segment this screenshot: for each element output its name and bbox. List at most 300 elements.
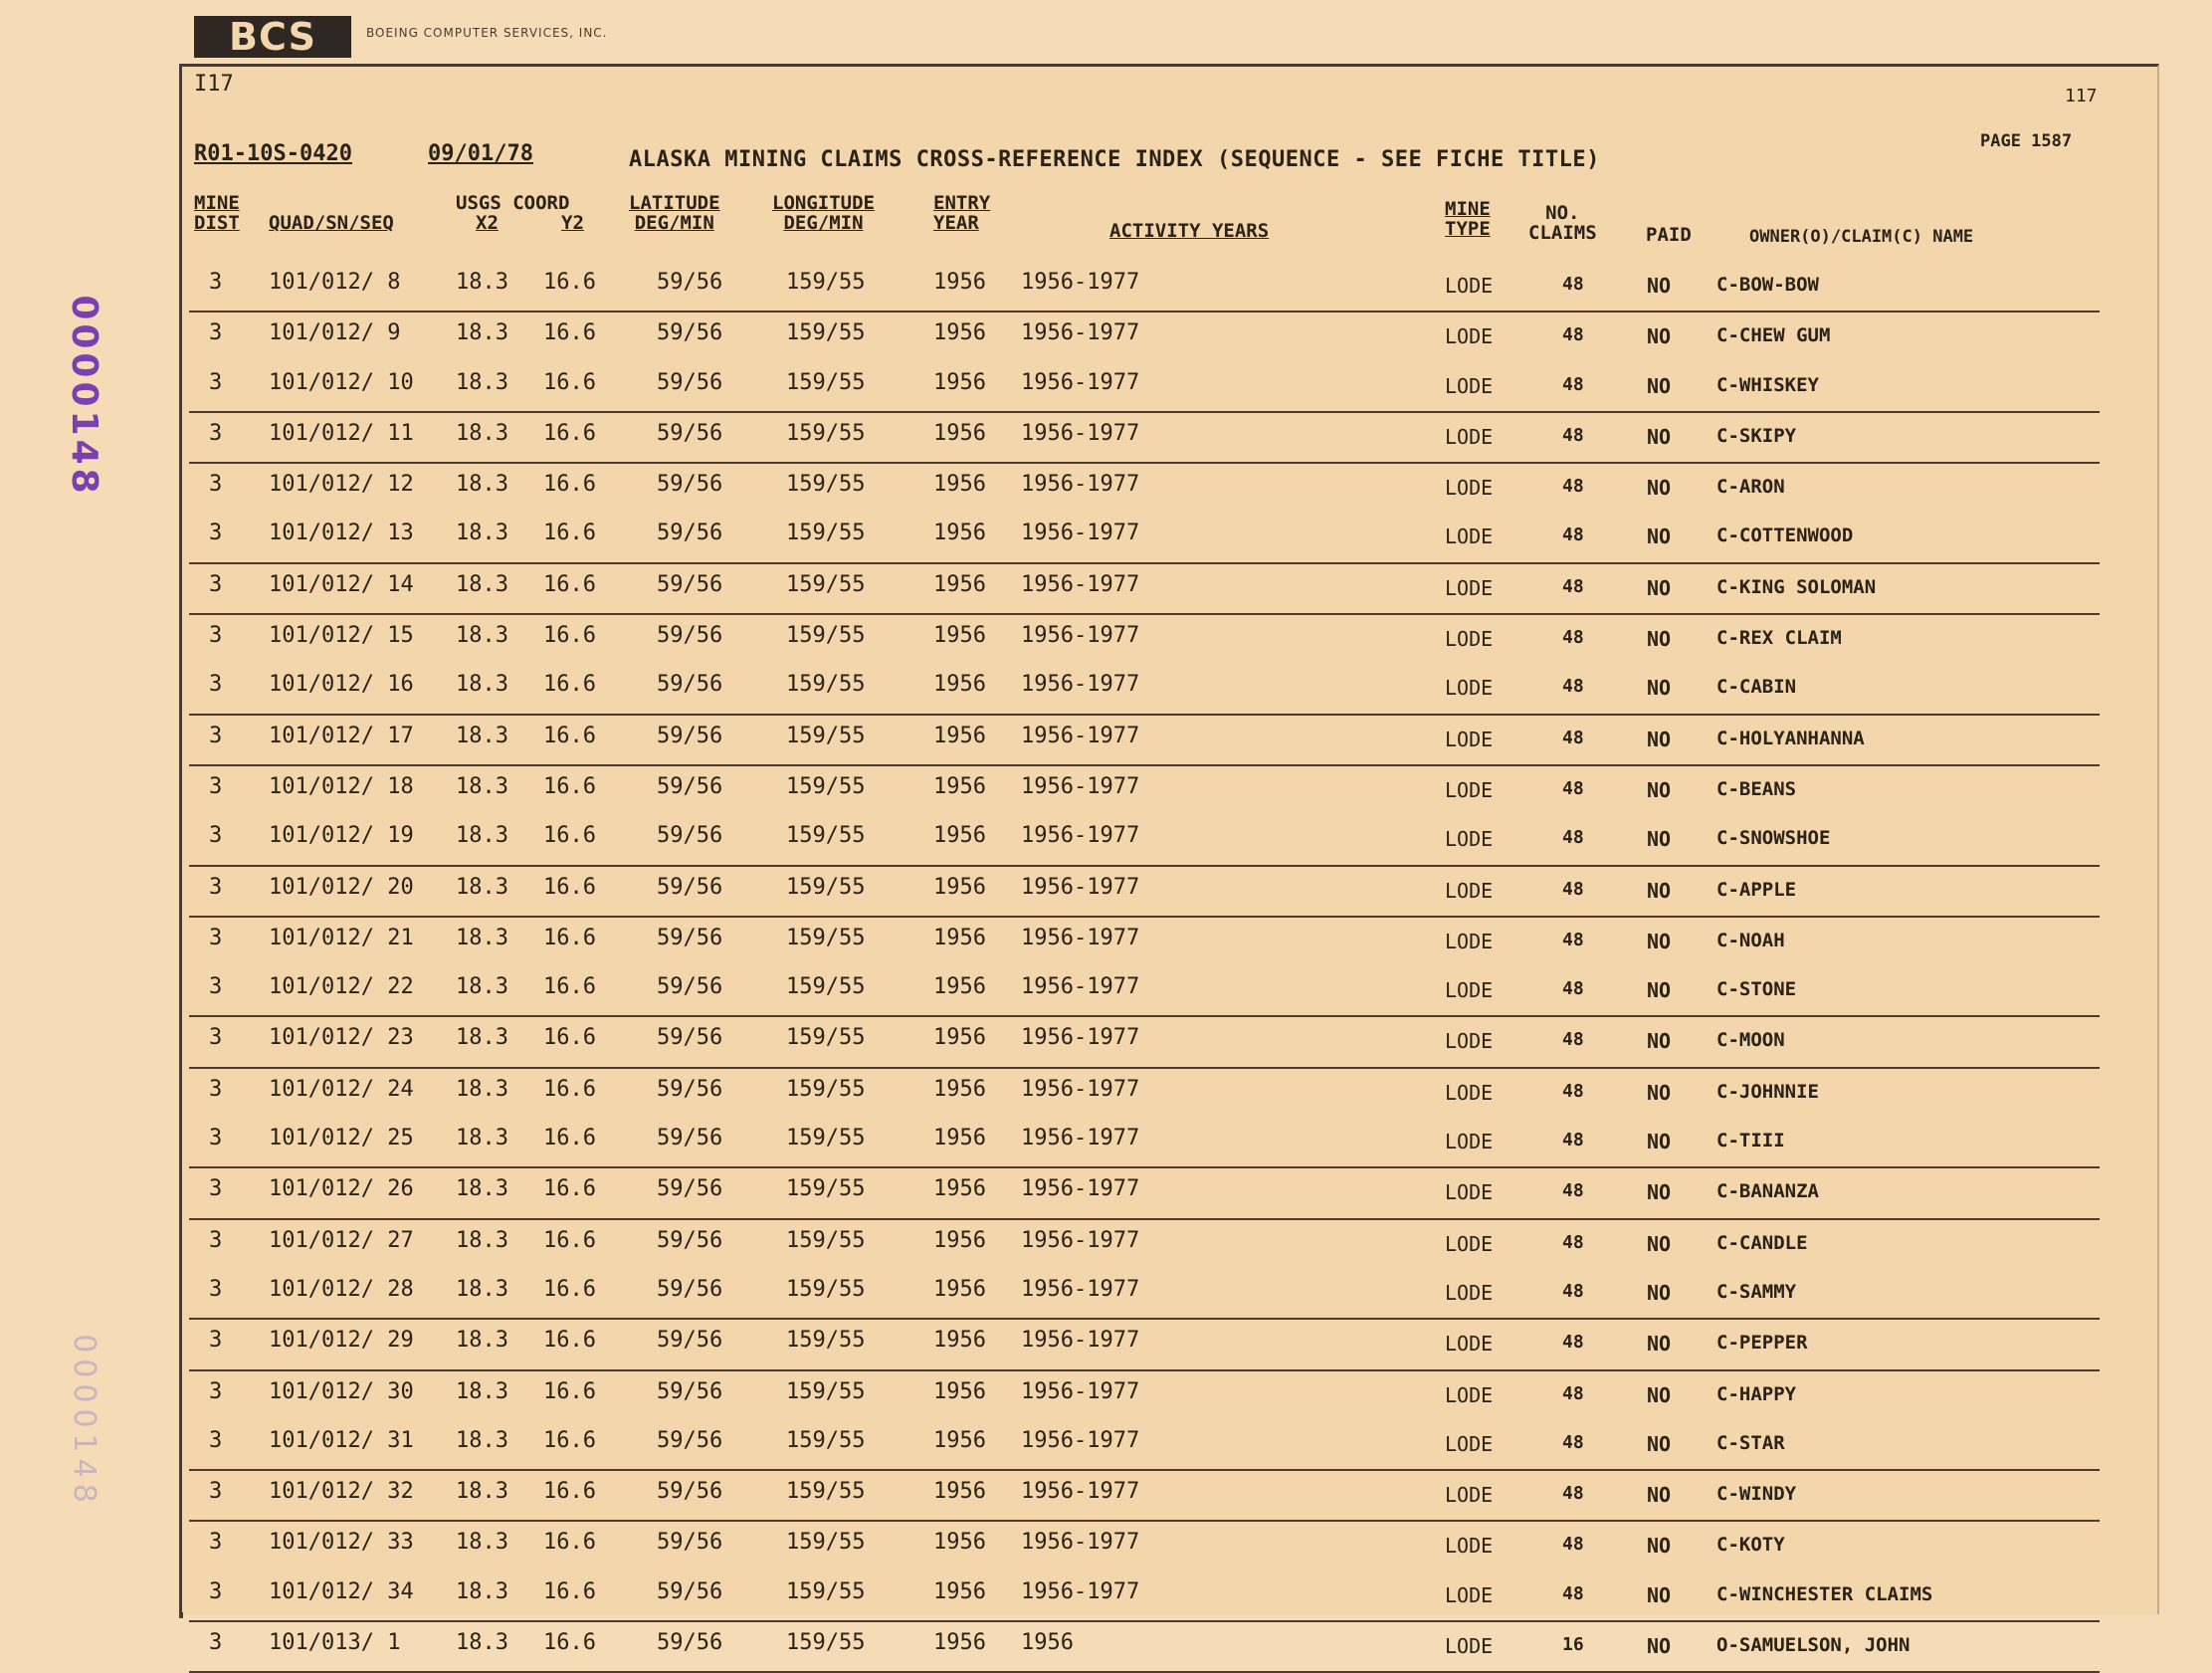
cell-no-claims: 48 bbox=[1562, 324, 1584, 346]
cell-latitude: 59/56 bbox=[657, 974, 723, 1000]
cell-mine-type: LODE bbox=[1445, 1080, 1494, 1105]
cell-longitude: 159/55 bbox=[786, 1176, 866, 1202]
cell-mine-type: LODE bbox=[1445, 777, 1494, 802]
cell-paid: NO bbox=[1647, 324, 1672, 349]
cell-owner-name: C-KOTY bbox=[1716, 1534, 1785, 1557]
cell-owner-name: C-WHISKEY bbox=[1716, 373, 1819, 396]
table-row bbox=[189, 313, 2100, 361]
cell-longitude: 159/55 bbox=[786, 1530, 866, 1556]
cell-activity-years: 1956-1977 bbox=[1021, 1378, 1140, 1404]
cell-owner-name: C-REX CLAIM bbox=[1716, 627, 1842, 650]
cell-dist: 3 bbox=[209, 1227, 223, 1253]
cell-mine-type: LODE bbox=[1445, 1029, 1494, 1054]
cell-x2: 18.3 bbox=[456, 420, 508, 446]
cell-latitude: 59/56 bbox=[657, 1530, 723, 1556]
cell-x2: 18.3 bbox=[456, 320, 508, 346]
cell-paid: NO bbox=[1647, 274, 1672, 298]
col-header-owner: OWNER(O)/CLAIM(C) NAME bbox=[1749, 227, 1974, 247]
cell-activity-years: 1956-1977 bbox=[1021, 571, 1140, 597]
cell-longitude: 159/55 bbox=[786, 320, 866, 346]
cell-x2: 18.3 bbox=[456, 672, 508, 698]
cell-y2: 16.6 bbox=[543, 1076, 596, 1102]
cell-entry-year: 1956 bbox=[933, 369, 986, 395]
cell-mine-type: LODE bbox=[1445, 1280, 1494, 1305]
cell-quad: 101/012/ 24 bbox=[269, 1076, 414, 1102]
cell-latitude: 59/56 bbox=[657, 773, 723, 799]
cell-mine-type: LODE bbox=[1445, 929, 1494, 953]
table-row bbox=[189, 815, 2100, 866]
cell-mine-type: LODE bbox=[1445, 424, 1494, 449]
cell-owner-name: C-CHEW GUM bbox=[1716, 324, 1831, 347]
cell-activity-years: 1956-1977 bbox=[1021, 1076, 1140, 1102]
cell-no-claims: 48 bbox=[1562, 1280, 1584, 1302]
cell-entry-year: 1956 bbox=[933, 1479, 986, 1505]
cell-y2: 16.6 bbox=[543, 369, 596, 395]
cell-x2: 18.3 bbox=[456, 571, 508, 597]
cell-no-claims: 48 bbox=[1562, 878, 1584, 900]
cell-quad: 101/012/ 25 bbox=[269, 1126, 414, 1151]
cell-latitude: 59/56 bbox=[657, 320, 723, 346]
cell-y2: 16.6 bbox=[543, 823, 596, 849]
cell-quad: 101/012/ 17 bbox=[269, 723, 414, 748]
cell-activity-years: 1956-1977 bbox=[1021, 1176, 1140, 1202]
cell-no-claims: 48 bbox=[1562, 827, 1584, 849]
table-row bbox=[189, 1220, 2100, 1269]
cell-y2: 16.6 bbox=[543, 320, 596, 346]
cell-dist: 3 bbox=[209, 1630, 223, 1656]
cell-latitude: 59/56 bbox=[657, 1378, 723, 1404]
cell-x2: 18.3 bbox=[456, 270, 508, 295]
cell-y2: 16.6 bbox=[543, 1176, 596, 1202]
cell-y2: 16.6 bbox=[543, 521, 596, 546]
cell-x2: 18.3 bbox=[456, 925, 508, 950]
cell-entry-year: 1956 bbox=[933, 571, 986, 597]
cell-mine-type: LODE bbox=[1445, 1634, 1494, 1659]
cell-latitude: 59/56 bbox=[657, 672, 723, 698]
cell-y2: 16.6 bbox=[543, 270, 596, 295]
cell-x2: 18.3 bbox=[456, 1378, 508, 1404]
cell-longitude: 159/55 bbox=[786, 874, 866, 900]
cell-entry-year: 1956 bbox=[933, 1578, 986, 1604]
table-row bbox=[189, 867, 2100, 918]
cell-longitude: 159/55 bbox=[786, 1227, 866, 1253]
cell-y2: 16.6 bbox=[543, 472, 596, 498]
cell-paid: NO bbox=[1647, 1382, 1672, 1407]
cell-x2: 18.3 bbox=[456, 1328, 508, 1354]
cell-paid: NO bbox=[1647, 1130, 1672, 1154]
table-row bbox=[189, 513, 2100, 563]
cell-quad: 101/012/ 33 bbox=[269, 1530, 414, 1556]
cell-entry-year: 1956 bbox=[933, 1076, 986, 1102]
cell-owner-name: C-ARON bbox=[1716, 476, 1785, 499]
cell-dist: 3 bbox=[209, 1126, 223, 1151]
cell-latitude: 59/56 bbox=[657, 1427, 723, 1453]
cell-latitude: 59/56 bbox=[657, 823, 723, 849]
table-row bbox=[189, 966, 2100, 1017]
cell-x2: 18.3 bbox=[456, 823, 508, 849]
cell-mine-type: LODE bbox=[1445, 575, 1494, 600]
cell-longitude: 159/55 bbox=[786, 925, 866, 950]
cell-paid: NO bbox=[1647, 1431, 1672, 1456]
cell-quad: 101/012/ 12 bbox=[269, 472, 414, 498]
vertical-stamp-faint: 0000148 bbox=[67, 1334, 102, 1509]
table-row bbox=[189, 1069, 2100, 1118]
cell-mine-type: LODE bbox=[1445, 1180, 1494, 1205]
cell-quad: 101/012/ 23 bbox=[269, 1025, 414, 1051]
table-row bbox=[189, 464, 2100, 513]
cell-mine-type: LODE bbox=[1445, 373, 1494, 398]
cell-quad: 101/012/ 19 bbox=[269, 823, 414, 849]
cell-y2: 16.6 bbox=[543, 723, 596, 748]
cell-owner-name: C-HAPPY bbox=[1716, 1382, 1797, 1405]
cell-dist: 3 bbox=[209, 369, 223, 395]
cell-entry-year: 1956 bbox=[933, 1378, 986, 1404]
cell-longitude: 159/55 bbox=[786, 672, 866, 698]
cell-no-claims: 48 bbox=[1562, 1130, 1584, 1151]
cell-activity-years: 1956-1977 bbox=[1021, 369, 1140, 395]
cell-paid: NO bbox=[1647, 727, 1672, 751]
table-row bbox=[189, 615, 2100, 664]
cell-latitude: 59/56 bbox=[657, 1578, 723, 1604]
cell-y2: 16.6 bbox=[543, 1378, 596, 1404]
cell-latitude: 59/56 bbox=[657, 1227, 723, 1253]
table-row bbox=[189, 362, 2100, 413]
cell-dist: 3 bbox=[209, 1328, 223, 1354]
table-row bbox=[189, 918, 2100, 966]
reference-right: 117 bbox=[2065, 86, 2098, 106]
cell-quad: 101/012/ 22 bbox=[269, 974, 414, 1000]
cell-dist: 3 bbox=[209, 823, 223, 849]
cell-quad: 101/012/ 26 bbox=[269, 1176, 414, 1202]
cell-mine-type: LODE bbox=[1445, 1431, 1494, 1456]
cell-activity-years: 1956-1977 bbox=[1021, 823, 1140, 849]
cell-entry-year: 1956 bbox=[933, 1427, 986, 1453]
cell-owner-name: C-CABIN bbox=[1716, 676, 1797, 699]
col-header-activity-years: ACTIVITY YEARS bbox=[1109, 220, 1270, 242]
table-row bbox=[189, 1571, 2100, 1622]
cell-paid: NO bbox=[1647, 524, 1672, 549]
cell-longitude: 159/55 bbox=[786, 1276, 866, 1302]
col-header-dist: MINE DIST bbox=[194, 192, 240, 234]
cell-y2: 16.6 bbox=[543, 773, 596, 799]
cell-latitude: 59/56 bbox=[657, 1025, 723, 1051]
col-header-no-claims: NO. CLAIMS bbox=[1528, 202, 1597, 244]
cell-dist: 3 bbox=[209, 1276, 223, 1302]
cell-entry-year: 1956 bbox=[933, 420, 986, 446]
cell-paid: NO bbox=[1647, 627, 1672, 652]
cell-mine-type: LODE bbox=[1445, 1382, 1494, 1407]
cell-no-claims: 16 bbox=[1562, 1634, 1584, 1656]
cell-mine-type: LODE bbox=[1445, 1534, 1494, 1559]
cell-no-claims: 48 bbox=[1562, 1231, 1584, 1253]
cell-latitude: 59/56 bbox=[657, 1276, 723, 1302]
col-header-mine-type: MINE TYPE bbox=[1445, 198, 1491, 240]
cell-activity-years: 1956-1977 bbox=[1021, 1530, 1140, 1556]
cell-quad: 101/012/ 34 bbox=[269, 1578, 414, 1604]
cell-dist: 3 bbox=[209, 420, 223, 446]
cell-x2: 18.3 bbox=[456, 1176, 508, 1202]
cell-owner-name: O-SAMUELSON, JOHN bbox=[1716, 1634, 1910, 1657]
cell-entry-year: 1956 bbox=[933, 925, 986, 950]
cell-activity-years: 1956-1977 bbox=[1021, 1276, 1140, 1302]
cell-paid: NO bbox=[1647, 1280, 1672, 1305]
cell-no-claims: 48 bbox=[1562, 1534, 1584, 1556]
cell-activity-years: 1956-1977 bbox=[1021, 974, 1140, 1000]
col-header-y2: Y2 bbox=[561, 212, 584, 234]
cell-mine-type: LODE bbox=[1445, 978, 1494, 1003]
cell-longitude: 159/55 bbox=[786, 1126, 866, 1151]
cell-paid: NO bbox=[1647, 1231, 1672, 1256]
table-row bbox=[189, 1522, 2100, 1570]
cell-x2: 18.3 bbox=[456, 1479, 508, 1505]
cell-owner-name: C-SNOWSHOE bbox=[1716, 827, 1831, 850]
cell-entry-year: 1956 bbox=[933, 623, 986, 649]
cell-owner-name: C-KING SOLOMAN bbox=[1716, 575, 1877, 598]
cell-latitude: 59/56 bbox=[657, 369, 723, 395]
cell-no-claims: 48 bbox=[1562, 1483, 1584, 1505]
company-name: BOEING COMPUTER SERVICES, INC. bbox=[366, 26, 608, 40]
cell-latitude: 59/56 bbox=[657, 723, 723, 748]
cell-no-claims: 48 bbox=[1562, 1180, 1584, 1202]
cell-activity-years: 1956-1977 bbox=[1021, 672, 1140, 698]
cell-x2: 18.3 bbox=[456, 623, 508, 649]
cell-paid: NO bbox=[1647, 878, 1672, 903]
cell-y2: 16.6 bbox=[543, 874, 596, 900]
table-row bbox=[189, 1320, 2100, 1370]
cell-mine-type: LODE bbox=[1445, 324, 1494, 349]
cell-quad: 101/012/ 28 bbox=[269, 1276, 414, 1302]
cell-paid: NO bbox=[1647, 978, 1672, 1003]
cell-no-claims: 48 bbox=[1562, 274, 1584, 295]
cell-x2: 18.3 bbox=[456, 1427, 508, 1453]
table-row bbox=[189, 1118, 2100, 1168]
cell-owner-name: C-STAR bbox=[1716, 1431, 1785, 1454]
cell-longitude: 159/55 bbox=[786, 1025, 866, 1051]
cell-x2: 18.3 bbox=[456, 1578, 508, 1604]
cell-activity-years: 1956-1977 bbox=[1021, 420, 1140, 446]
cell-latitude: 59/56 bbox=[657, 1479, 723, 1505]
cell-quad: 101/012/ 11 bbox=[269, 420, 414, 446]
cell-dist: 3 bbox=[209, 672, 223, 698]
report-date: 09/01/78 bbox=[428, 141, 533, 166]
cell-no-claims: 48 bbox=[1562, 524, 1584, 546]
cell-dist: 3 bbox=[209, 521, 223, 546]
cell-quad: 101/012/ 13 bbox=[269, 521, 414, 546]
cell-longitude: 159/55 bbox=[786, 270, 866, 295]
cell-activity-years: 1956-1977 bbox=[1021, 773, 1140, 799]
col-header-x2: X2 bbox=[476, 212, 499, 234]
cell-activity-years: 1956-1977 bbox=[1021, 1227, 1140, 1253]
cell-no-claims: 48 bbox=[1562, 1332, 1584, 1354]
cell-dist: 3 bbox=[209, 974, 223, 1000]
cell-dist: 3 bbox=[209, 925, 223, 950]
cell-paid: NO bbox=[1647, 1483, 1672, 1508]
cell-paid: NO bbox=[1647, 1080, 1672, 1105]
cell-x2: 18.3 bbox=[456, 874, 508, 900]
cell-owner-name: C-JOHNNIE bbox=[1716, 1080, 1819, 1103]
cell-quad: 101/012/ 27 bbox=[269, 1227, 414, 1253]
claims-table bbox=[189, 262, 2100, 1673]
cell-latitude: 59/56 bbox=[657, 521, 723, 546]
cell-no-claims: 48 bbox=[1562, 676, 1584, 698]
cell-owner-name: C-CANDLE bbox=[1716, 1231, 1808, 1254]
cell-mine-type: LODE bbox=[1445, 476, 1494, 501]
cell-longitude: 159/55 bbox=[786, 1378, 866, 1404]
col-header-usgs: USGS COORD bbox=[456, 192, 570, 214]
cell-entry-year: 1956 bbox=[933, 1025, 986, 1051]
cell-activity-years: 1956-1977 bbox=[1021, 1126, 1140, 1151]
cell-latitude: 59/56 bbox=[657, 925, 723, 950]
cell-mine-type: LODE bbox=[1445, 274, 1494, 298]
cell-no-claims: 48 bbox=[1562, 476, 1584, 498]
cell-dist: 3 bbox=[209, 773, 223, 799]
cell-latitude: 59/56 bbox=[657, 623, 723, 649]
cell-no-claims: 48 bbox=[1562, 1029, 1584, 1051]
cell-mine-type: LODE bbox=[1445, 827, 1494, 852]
cell-owner-name: C-HOLYANHANNA bbox=[1716, 727, 1865, 749]
cell-x2: 18.3 bbox=[456, 1126, 508, 1151]
cell-activity-years: 1956-1977 bbox=[1021, 623, 1140, 649]
cell-owner-name: C-WINDY bbox=[1716, 1483, 1797, 1506]
cell-activity-years: 1956-1977 bbox=[1021, 320, 1140, 346]
cell-owner-name: C-NOAH bbox=[1716, 929, 1785, 951]
cell-y2: 16.6 bbox=[543, 1578, 596, 1604]
cell-longitude: 159/55 bbox=[786, 723, 866, 748]
sheet-corner-mark bbox=[179, 1612, 183, 1618]
cell-entry-year: 1956 bbox=[933, 1227, 986, 1253]
cell-no-claims: 48 bbox=[1562, 727, 1584, 748]
cell-x2: 18.3 bbox=[456, 1227, 508, 1253]
report-code: R01-10S-0420 bbox=[194, 141, 352, 166]
cell-no-claims: 48 bbox=[1562, 575, 1584, 597]
cell-entry-year: 1956 bbox=[933, 1530, 986, 1556]
cell-dist: 3 bbox=[209, 571, 223, 597]
cell-activity-years: 1956 bbox=[1021, 1630, 1074, 1656]
cell-dist: 3 bbox=[209, 1578, 223, 1604]
bcs-logo: BCS bbox=[194, 16, 351, 58]
cell-mine-type: LODE bbox=[1445, 627, 1494, 652]
cell-dist: 3 bbox=[209, 723, 223, 748]
cell-no-claims: 48 bbox=[1562, 373, 1584, 395]
cell-quad: 101/012/ 30 bbox=[269, 1378, 414, 1404]
cell-longitude: 159/55 bbox=[786, 571, 866, 597]
cell-mine-type: LODE bbox=[1445, 1483, 1494, 1508]
cell-entry-year: 1956 bbox=[933, 974, 986, 1000]
cell-x2: 18.3 bbox=[456, 521, 508, 546]
cell-longitude: 159/55 bbox=[786, 420, 866, 446]
cell-y2: 16.6 bbox=[543, 925, 596, 950]
cell-latitude: 59/56 bbox=[657, 1176, 723, 1202]
cell-paid: NO bbox=[1647, 777, 1672, 802]
cell-owner-name: C-BOW-BOW bbox=[1716, 274, 1819, 296]
cell-longitude: 159/55 bbox=[786, 1630, 866, 1656]
cell-quad: 101/012/ 9 bbox=[269, 320, 401, 346]
cell-no-claims: 48 bbox=[1562, 978, 1584, 1000]
cell-y2: 16.6 bbox=[543, 1427, 596, 1453]
cell-quad: 101/012/ 16 bbox=[269, 672, 414, 698]
cell-no-claims: 48 bbox=[1562, 929, 1584, 950]
cell-y2: 16.6 bbox=[543, 1630, 596, 1656]
cell-entry-year: 1956 bbox=[933, 521, 986, 546]
cell-paid: NO bbox=[1647, 929, 1672, 953]
cell-longitude: 159/55 bbox=[786, 1328, 866, 1354]
cell-dist: 3 bbox=[209, 874, 223, 900]
table-row bbox=[189, 564, 2100, 615]
cell-x2: 18.3 bbox=[456, 1276, 508, 1302]
cell-y2: 16.6 bbox=[543, 1276, 596, 1302]
cell-paid: NO bbox=[1647, 476, 1672, 501]
cell-quad: 101/012/ 29 bbox=[269, 1328, 414, 1354]
cell-activity-years: 1956-1977 bbox=[1021, 1578, 1140, 1604]
col-header-paid: PAID bbox=[1646, 224, 1692, 246]
cell-activity-years: 1956-1977 bbox=[1021, 521, 1140, 546]
cell-longitude: 159/55 bbox=[786, 1076, 866, 1102]
cell-longitude: 159/55 bbox=[786, 1427, 866, 1453]
cell-activity-years: 1956-1977 bbox=[1021, 874, 1140, 900]
cell-x2: 18.3 bbox=[456, 723, 508, 748]
cell-x2: 18.3 bbox=[456, 773, 508, 799]
table-row bbox=[189, 413, 2100, 464]
cell-owner-name: C-COTTENWOOD bbox=[1716, 524, 1854, 547]
cell-owner-name: C-PEPPER bbox=[1716, 1332, 1808, 1355]
vertical-stamp: 0000148 bbox=[64, 295, 105, 498]
cell-paid: NO bbox=[1647, 1332, 1672, 1357]
cell-x2: 18.3 bbox=[456, 472, 508, 498]
cell-entry-year: 1956 bbox=[933, 773, 986, 799]
cell-longitude: 159/55 bbox=[786, 369, 866, 395]
cell-mine-type: LODE bbox=[1445, 727, 1494, 751]
cell-entry-year: 1956 bbox=[933, 672, 986, 698]
cell-dist: 3 bbox=[209, 1378, 223, 1404]
cell-paid: NO bbox=[1647, 1634, 1672, 1659]
cell-no-claims: 48 bbox=[1562, 424, 1584, 446]
col-header-longitude: LONGITUDE DEG/MIN bbox=[772, 192, 875, 234]
cell-quad: 101/012/ 21 bbox=[269, 925, 414, 950]
col-header-entry-year: ENTRY YEAR bbox=[933, 192, 991, 234]
cell-activity-years: 1956-1977 bbox=[1021, 1328, 1140, 1354]
cell-y2: 16.6 bbox=[543, 623, 596, 649]
cell-dist: 3 bbox=[209, 623, 223, 649]
cell-entry-year: 1956 bbox=[933, 1176, 986, 1202]
cell-y2: 16.6 bbox=[543, 672, 596, 698]
cell-quad: 101/012/ 18 bbox=[269, 773, 414, 799]
table-row bbox=[189, 664, 2100, 715]
cell-y2: 16.6 bbox=[543, 571, 596, 597]
cell-quad: 101/012/ 15 bbox=[269, 623, 414, 649]
cell-owner-name: C-SKIPY bbox=[1716, 424, 1797, 447]
table-row bbox=[189, 1269, 2100, 1320]
cell-paid: NO bbox=[1647, 373, 1672, 398]
cell-paid: NO bbox=[1647, 424, 1672, 449]
table-row bbox=[189, 1371, 2100, 1420]
cell-entry-year: 1956 bbox=[933, 823, 986, 849]
table-row bbox=[189, 1420, 2100, 1471]
cell-longitude: 159/55 bbox=[786, 773, 866, 799]
cell-mine-type: LODE bbox=[1445, 1332, 1494, 1357]
cell-no-claims: 48 bbox=[1562, 1382, 1584, 1404]
cell-entry-year: 1956 bbox=[933, 320, 986, 346]
cell-longitude: 159/55 bbox=[786, 472, 866, 498]
table-row bbox=[189, 1471, 2100, 1522]
table-row bbox=[189, 1168, 2100, 1219]
cell-activity-years: 1956-1977 bbox=[1021, 1427, 1140, 1453]
cell-paid: NO bbox=[1647, 1029, 1672, 1054]
cell-y2: 16.6 bbox=[543, 1530, 596, 1556]
cell-latitude: 59/56 bbox=[657, 1328, 723, 1354]
cell-longitude: 159/55 bbox=[786, 1578, 866, 1604]
cell-entry-year: 1956 bbox=[933, 874, 986, 900]
cell-owner-name: C-WINCHESTER CLAIMS bbox=[1716, 1582, 1933, 1605]
